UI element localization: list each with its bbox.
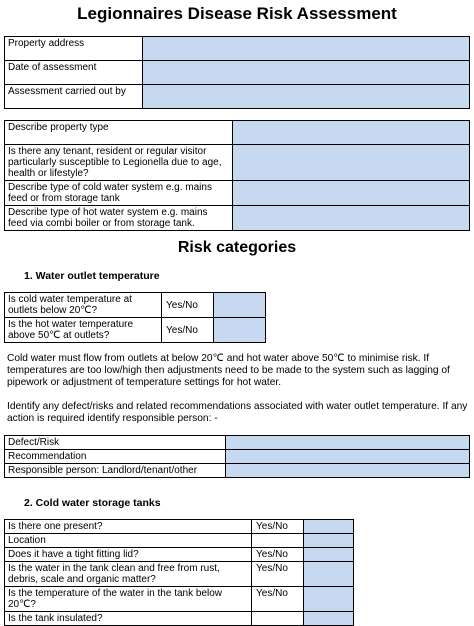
page-title: Legionnaires Disease Risk Assessment bbox=[77, 4, 397, 23]
hot-water-temp-yesno: Yes/No bbox=[162, 318, 214, 343]
tank-lid-question: Does it have a tight fitting lid? bbox=[5, 548, 252, 562]
defect-risk-field[interactable] bbox=[226, 436, 470, 450]
tank-temperature-yesno: Yes/No bbox=[252, 587, 304, 612]
section1-heading: 1. Water outlet temperature bbox=[24, 270, 160, 282]
assessor-field[interactable] bbox=[143, 85, 470, 109]
tank-present-question: Is there one present? bbox=[5, 520, 252, 534]
responsible-person-label: Responsible person: Landlord/tenant/other bbox=[5, 464, 226, 478]
tank-present-field[interactable] bbox=[304, 520, 354, 534]
tank-lid-yesno: Yes/No bbox=[252, 548, 304, 562]
property-table bbox=[4, 36, 470, 109]
property-address-label: Property address bbox=[5, 37, 143, 61]
hot-water-temp-question: Is the hot water temperature above 50℃ at outlets? bbox=[5, 318, 162, 343]
cold-water-system-field[interactable] bbox=[233, 181, 470, 206]
susceptible-person-label: Is there any tenant, resident or regular visitor particularly susceptible to Legionella due to age, health or lifestyle? bbox=[5, 145, 233, 181]
date-of-assessment-label: Date of assessment bbox=[5, 61, 143, 85]
risk-categories-heading: Risk categories bbox=[177, 239, 297, 256]
defect-recommendation-table bbox=[4, 435, 470, 478]
property-type-label: Describe property type bbox=[5, 121, 233, 145]
defect-instruction-paragraph: Identify any defect/risks and related recommendations associated with water outlet temperature. If any action is required identify responsible person: - bbox=[7, 401, 468, 424]
cold-water-temp-field[interactable] bbox=[214, 293, 266, 318]
cold-water-system-label: Describe type of cold water system e.g. mains feed or from storage tank bbox=[5, 181, 233, 206]
tank-location-field[interactable] bbox=[304, 534, 354, 548]
temperature-guidance-paragraph: Cold water must flow from outlets at below 20℃ and hot water above 50℃ to minimise risk. If temperatures are too low/high then adjustments need to be made to the system such as lagging of pipework or adjustment of temperature settings for hot water. bbox=[7, 353, 450, 388]
tank-lid-field[interactable] bbox=[304, 548, 354, 562]
date-of-assessment-field[interactable] bbox=[143, 61, 470, 85]
tank-temperature-field[interactable] bbox=[304, 587, 354, 612]
property-description-table bbox=[4, 120, 470, 231]
responsible-person-field[interactable] bbox=[226, 464, 470, 478]
tank-clean-yesno: Yes/No bbox=[252, 562, 304, 587]
cold-water-temp-question: Is cold water temperature at outlets below 20℃? bbox=[5, 293, 162, 318]
tank-clean-field[interactable] bbox=[304, 562, 354, 587]
tank-present-yesno: Yes/No bbox=[252, 520, 304, 534]
hot-water-temp-field[interactable] bbox=[214, 318, 266, 343]
water-outlet-temperature-table bbox=[4, 292, 266, 343]
hot-water-system-label: Describe type of hot water system e.g. mains feed via combi boiler or from storage tank. bbox=[5, 206, 233, 231]
tank-location-label: Location bbox=[5, 534, 252, 548]
tank-clean-question: Is the water in the tank clean and free from rust, debris, scale and organic matter? bbox=[5, 562, 252, 587]
cold-water-temp-yesno: Yes/No bbox=[162, 293, 214, 318]
tank-temperature-question: Is the temperature of the water in the tank below 20℃? bbox=[5, 587, 252, 612]
tank-insulated-question: Is the tank insulated? bbox=[5, 612, 252, 626]
defect-risk-label: Defect/Risk bbox=[5, 436, 226, 450]
hot-water-system-field[interactable] bbox=[233, 206, 470, 231]
recommendation-label: Recommendation bbox=[5, 450, 226, 464]
property-type-field[interactable] bbox=[233, 121, 470, 145]
cold-water-tank-table bbox=[4, 519, 354, 626]
recommendation-field[interactable] bbox=[226, 450, 470, 464]
property-address-field[interactable] bbox=[143, 37, 470, 61]
section2-heading: 2. Cold water storage tanks bbox=[24, 497, 161, 509]
tank-location-blank bbox=[252, 534, 304, 548]
tank-insulated-yesno bbox=[252, 612, 304, 626]
susceptible-person-field[interactable] bbox=[233, 145, 470, 181]
tank-insulated-field[interactable] bbox=[304, 612, 354, 626]
assessor-label: Assessment carried out by bbox=[5, 85, 143, 109]
